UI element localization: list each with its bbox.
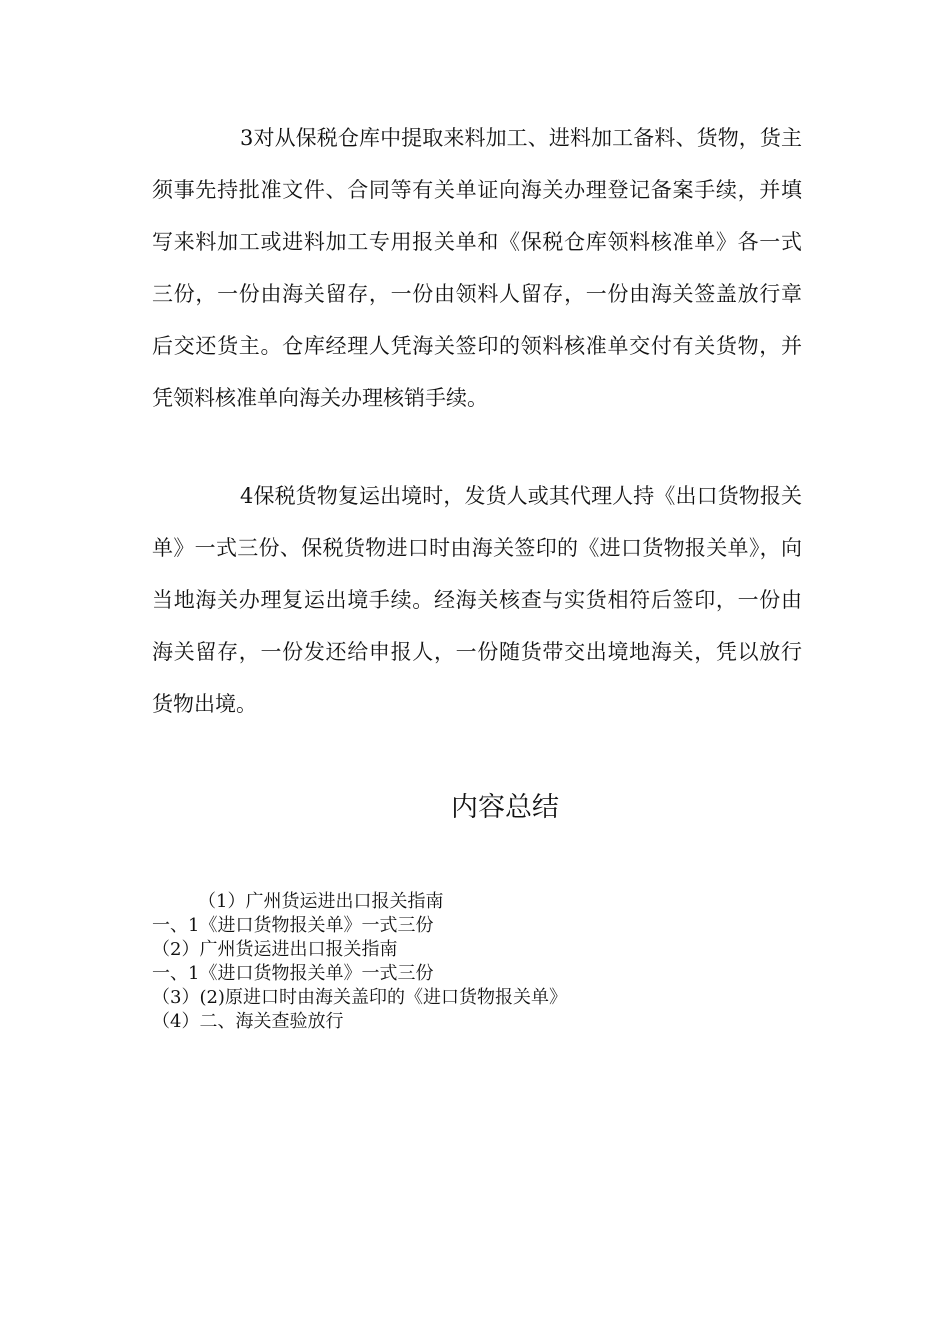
paragraph-4: 4保税货物复运出境时，发货人或其代理人持《出口货物报关单》一式三份、保税货物进口时由海关签印的《进口货物报关单》，向当地海关办理复运出境手续。经海关核查与实货相符后签印，一份由海关留存，一份发还给申报人，一份随货带交出境地海关，凭以放行货物出境。	[152, 484, 802, 716]
summary-item: 一、1《进口货物报关单》一式三份	[152, 915, 434, 936]
paragraph-3: 3对从保税仓库中提取来料加工、进料加工备料、货物，货主须事先持批准文件、合同等有关单证向海关办理登记备案手续，并填写来料加工或进料加工专用报关单和《保税仓库领料核准单》各一式三份，一份由海关留存，一份由领料人留存，一份由海关签盖放行章后交还货主。仓库经理人凭海关签印的领料核准单交付有关货物，并凭领料核准单向海关办理核销手续。	[152, 126, 802, 410]
summary-item: （1）广州货运进出口报关指南	[198, 891, 444, 912]
summary-item: （4）二、海关查验放行	[152, 1011, 344, 1032]
summary-item: （2）广州货运进出口报关指南	[152, 939, 398, 960]
summary-item: 一、1《进口货物报关单》一式三份	[152, 963, 434, 984]
summary-title: 内容总结	[451, 792, 559, 823]
summary-item: （3）(2)原进口时由海关盖印的《进口货物报关单》	[152, 987, 567, 1008]
summary-list	[152, 890, 802, 1034]
